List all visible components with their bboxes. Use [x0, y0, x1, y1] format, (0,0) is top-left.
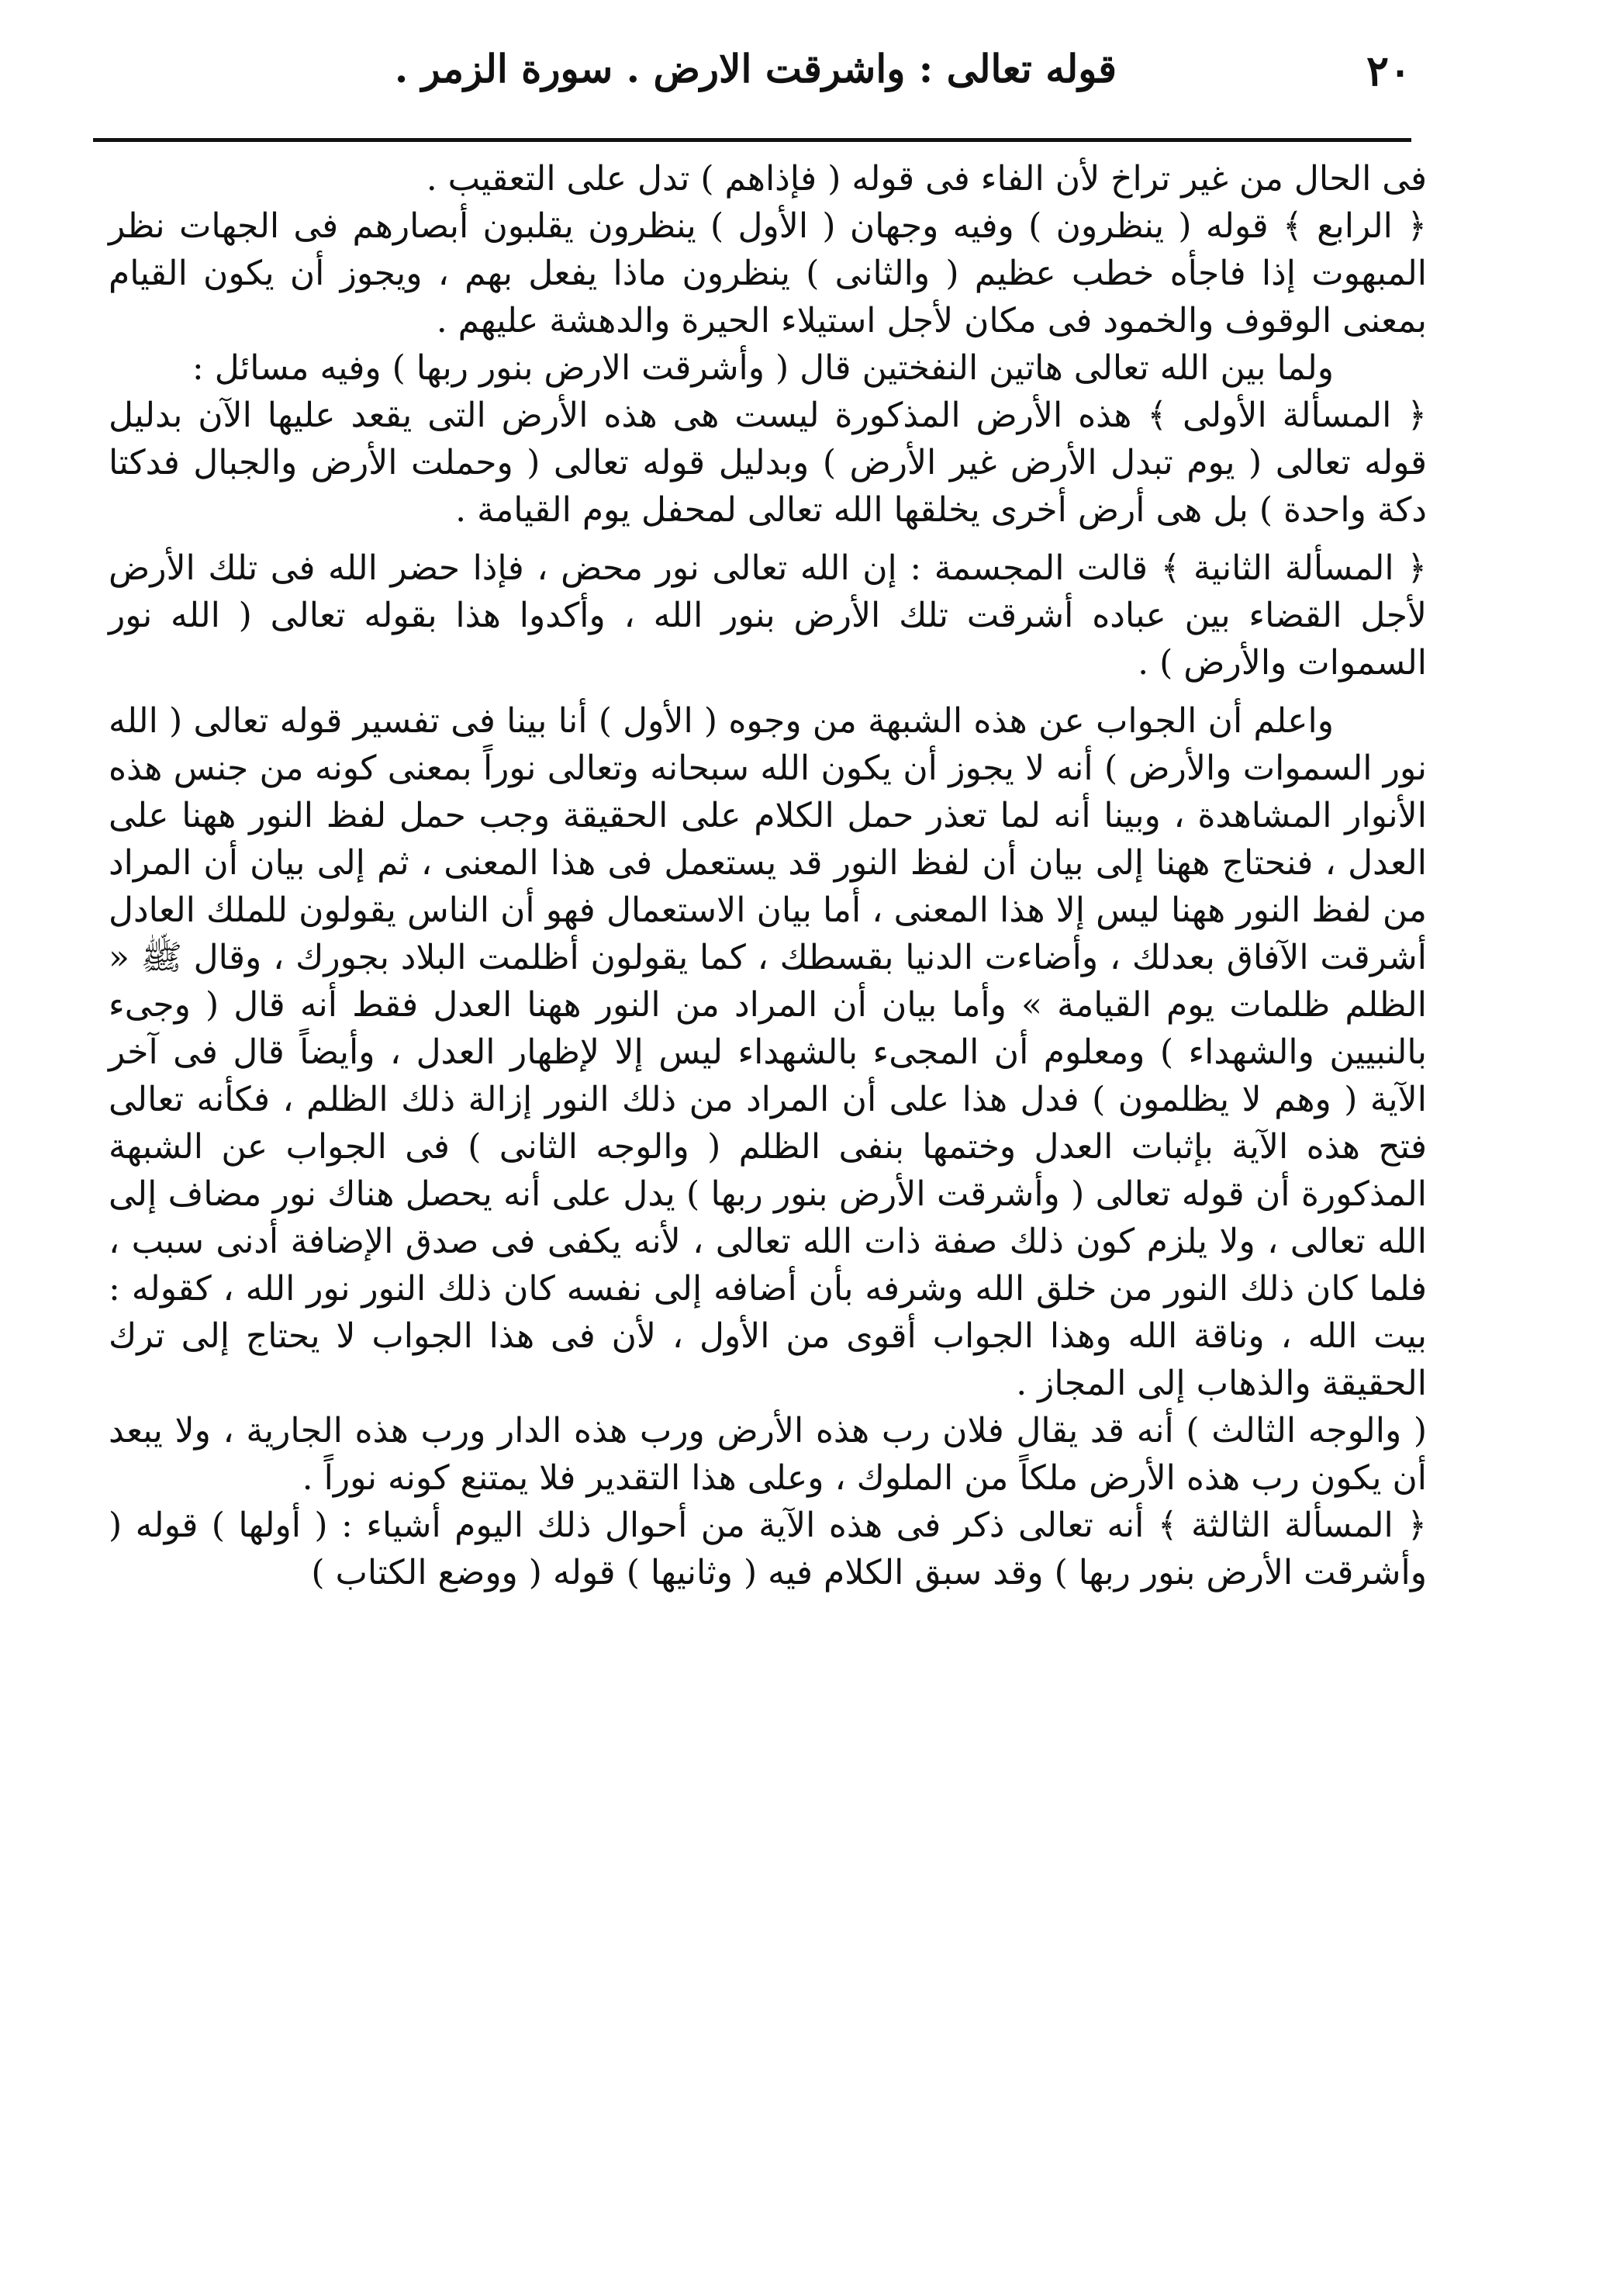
paragraph-7: ( والوجه الثالث ) أنه قد يقال فلان رب هذه الأرض ورب هذه الدار ورب هذه الجارية ، ولا يبعد أن يكون رب هذه الأرض ملكاً من الملوك ، وعلى هذا التقدير فلا يمتنع كونه نوراً . [109, 1411, 1427, 1498]
paragraph-4: ﴿ المسألة الأولى ﴾ هذه الأرض المذكورة ليست هى هذه الأرض التى يقعد عليها الآن بدليل قوله تعالى ( يوم تبدل الأرض غير الأرض ) وبدليل قوله تعالى ( وحملت الأرض والجبال فدكتا دكة واحدة ) بل هى أرض أخرى يخلقها الله تعالى لمحفل يوم القيامة . [109, 396, 1427, 530]
running-title: قوله تعالى : واشرقت الارض . سورة الزمر . [394, 46, 1117, 92]
page-header [93, 47, 1411, 124]
paragraph-5: ﴿ المسألة الثانية ﴾ قالت المجسمة : إن الله تعالى نور محض ، فإذا حضر الله فى تلك الأرض لأجل القضاء بين عباده أشرقت تلك الأرض بنور الله ، وأكدوا هذا بقوله تعالى ( الله نور السموات والأرض ) . [109, 548, 1427, 683]
paragraph-2: ﴿ الرابع ﴾ قوله ( ينظرون ) وفيه وجهان ( الأول ) ينظرون يقلبون أبصارهم فى الجهات نظر المبهوت إذا فاجأه خطب عظيم ( والثانى ) ينظرون ماذا يفعل بهم ، ويجوز أن يكون القيام بمعنى الوقوف والخمود فى مكان لأجل استيلاء الحيرة والدهشة عليهم . [109, 206, 1427, 341]
page-body [109, 155, 1427, 1596]
paragraph-3: ولما بين الله تعالى هاتين النفختين قال ( وأشرقت الارض بنور ربها ) وفيه مسائل : [192, 348, 1334, 388]
paragraph-1: فى الحال من غير تراخ لأن الفاء فى قوله ( فإذاهم ) تدل على التعقيب . [426, 159, 1427, 199]
header-rule [93, 138, 1411, 142]
page-number: ٢٠ [1366, 46, 1411, 95]
paragraph-6: واعلم أن الجواب عن هذه الشبهة من وجوه ( الأول ) أنا بينا فى تفسير قوله تعالى ( الله نور السموات والأرض ) أنه لا يجوز أن يكون الله سبحانه وتعالى نوراً بمعنى كونه من جنس هذه الأنوار المشاهدة ، وبينا أنه لما تعذر حمل الكلام على الحقيقة وجب حمل لفظ النور ههنا على العدل ، فنحتاج ههنا إلى بيان أن لفظ النور قد يستعمل فى هذا المعنى ، ثم إلى بيان أن المراد من لفظ النور ههنا ليس إلا هذا المعنى ، أما بيان الاستعمال فهو أن الناس يقولون للملك العادل أشرقت الآفاق بعدلك ، وأضاءت الدنيا بقسطك ، كما يقولون أظلمت البلاد بجورك ، وقال ﷺ « الظلم ظلمات يوم القيامة » وأما بيان أن المراد من النور ههنا العدل فقط أنه قال ( وجىء بالنبيين والشهداء ) ومعلوم أن المجىء بالشهداء ليس إلا لإظهار العدل ، وأيضاً قال فى آخر الآية ( وهم لا يظلمون ) فدل هذا على أن المراد من ذلك النور إزالة ذلك الظلم ، فكأنه تعالى فتح هذه الآية بإثبات العدل وختمها بنفى الظلم ( والوجه الثانى ) فى الجواب عن الشبهة المذكورة أن قوله تعالى ( وأشرقت الأرض بنور ربها ) يدل على أنه يحصل هناك نور مضاف إلى الله تعالى ، ولا يلزم كون ذلك صفة ذات الله تعالى ، لأنه يكفى فى صدق الإضافة أدنى سبب ، فلما كان ذلك النور من خلق الله وشرفه بأن أضافه إلى نفسه كان ذلك النور نور الله ، كقوله : بيت الله ، وناقة الله وهذا الجواب أقوى من الأول ، لأن فى هذا الجواب لا يحتاج إلى ترك الحقيقة والذهاب إلى المجاز . [109, 701, 1427, 1403]
paragraph-8: ﴿ المسألة الثالثة ﴾ أنه تعالى ذكر فى هذه الآية من أحوال ذلك اليوم أشياء : ( أولها ) قوله ( وأشرقت الأرض بنور ربها ) وقد سبق الكلام فيه ( وثانيها ) قوله ( ووضع الكتاب ) [109, 1506, 1427, 1592]
